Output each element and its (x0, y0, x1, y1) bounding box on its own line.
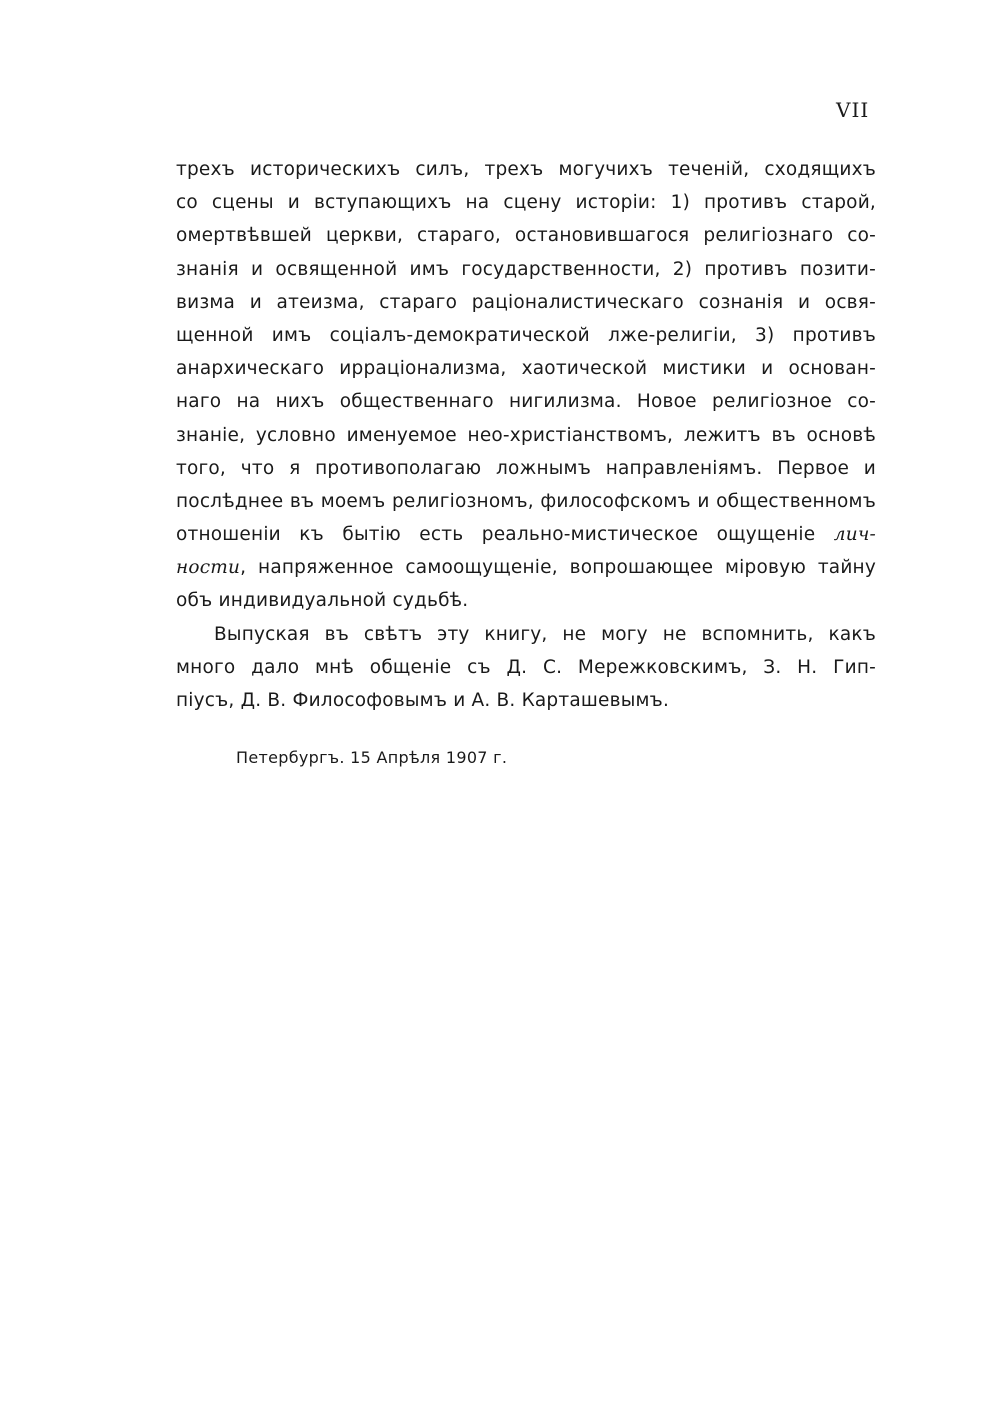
text-line: со сцены и вступающихъ на сцену исторіи: 1) противъ старой, (176, 192, 876, 214)
text-line: щенной имъ соціалъ-демократической лже-религіи, 3) противъ (176, 324, 876, 346)
emphasized-word: лич- (833, 524, 876, 546)
text-line: знаніе, условно именуемое нео-христіанствомъ, лежитъ въ основѣ (176, 424, 876, 446)
text-line: трехъ историческихъ силъ, трехъ могучихъ теченій, сходящихъ (176, 159, 876, 180)
page-number: VII (836, 98, 870, 122)
text-line: много дало мнѣ общеніе съ Д. С. Мережковскимъ, З. Н. Гип- (176, 656, 876, 678)
emphasized-word: ности (176, 557, 241, 579)
text-line: наго на нихъ общественнаго нигилизма. Новое религіозное со- (176, 391, 876, 413)
paragraph-2 (176, 618, 876, 718)
text-line: послѣднее въ моемъ религіозномъ, философскомъ и общественномъ (176, 490, 876, 512)
place-and-date: Петербургъ. 15 Апрѣля 1907 г. (236, 748, 508, 767)
text-line: знанія и освященной имъ государственности, 2) противъ позити- (176, 258, 876, 280)
main-text (176, 153, 876, 717)
text-line (176, 518, 876, 551)
text-segment: отношеніи къ бытію есть реально-мистическое ощущеніе (176, 524, 834, 546)
paragraph-1 (176, 153, 876, 618)
text-line (176, 551, 876, 584)
text-line: объ индивидуальной судьбѣ. (176, 590, 469, 612)
text-line: Выпуская въ свѣтъ эту книгу, не могу не вспомнить, какъ (214, 623, 876, 645)
text-line: визма и атеизма, стараго раціоналистическаго сознанія и освя- (176, 291, 876, 313)
text-line: піусъ, Д. В. Философовымъ и А. В. Карташевымъ. (176, 690, 670, 711)
text-line: омертвѣвшей церкви, стараго, остановившагося религіознаго со- (176, 225, 876, 247)
text-line: того, что я противополагаю ложнымъ направленіямъ. Первое и (176, 457, 876, 479)
text-line: анархическаго ирраціонализма, хаотической мистики и основан- (176, 358, 876, 380)
text-segment: , напряженное самоощущеніе, вопрошающее міровую тайну (240, 557, 876, 579)
